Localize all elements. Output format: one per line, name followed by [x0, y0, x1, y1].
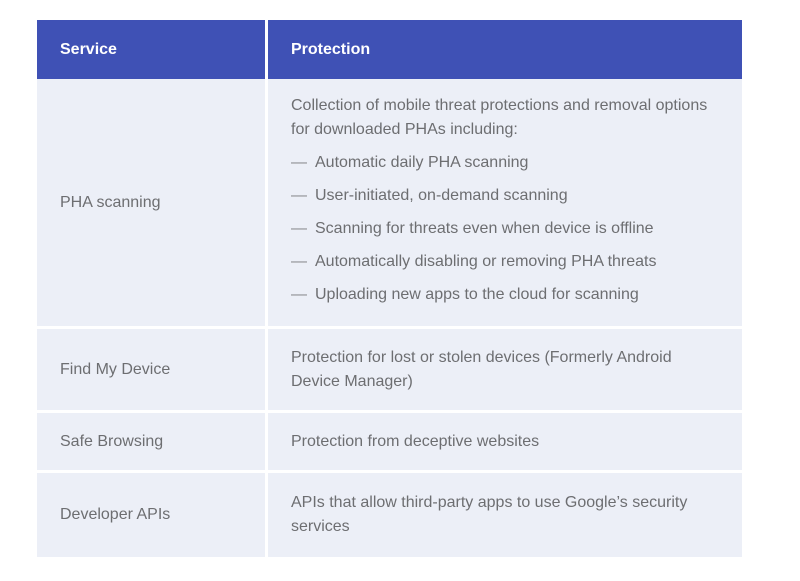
dash-marker: — — [291, 286, 307, 303]
service-name: Find My Device — [37, 329, 268, 410]
protection-description — [268, 79, 742, 326]
table-row — [37, 473, 742, 557]
header-protection: Protection — [268, 20, 742, 79]
table-header-row — [37, 20, 742, 79]
header-service: Service — [37, 20, 268, 79]
dash-marker: — — [291, 154, 307, 171]
list-item — [291, 278, 722, 311]
service-name: Safe Browsing — [37, 413, 268, 470]
list-item — [291, 179, 722, 212]
list-item-text: User-initiated, on-demand scanning — [315, 187, 568, 204]
dash-marker: — — [291, 253, 307, 270]
service-name: PHA scanning — [37, 79, 268, 326]
list-item — [291, 212, 722, 245]
list-item-text: Uploading new apps to the cloud for scanning — [315, 286, 639, 303]
list-item — [291, 245, 722, 278]
table-row — [37, 79, 742, 329]
service-name: Developer APIs — [37, 473, 268, 557]
table-row — [37, 329, 742, 413]
list-item-text: Automatic daily PHA scanning — [315, 154, 529, 171]
protection-description: Protection for lost or stolen devices (Formerly Android Device Manager) — [291, 348, 672, 390]
list-item-text: Automatically disabling or removing PHA threats — [315, 253, 657, 270]
list-item — [291, 146, 722, 179]
protection-description: Protection from deceptive websites — [291, 432, 540, 450]
services-table — [37, 20, 742, 557]
protection-text: Collection of mobile threat protections and removal options for downloaded PHAs including: — [291, 97, 708, 138]
protection-list — [291, 146, 722, 311]
table-row — [37, 413, 742, 473]
dash-marker: — — [291, 187, 307, 204]
protection-description: APIs that allow third-party apps to use Google’s security services — [291, 494, 688, 535]
list-item-text: Scanning for threats even when device is offline — [315, 220, 654, 237]
dash-marker: — — [291, 220, 307, 237]
